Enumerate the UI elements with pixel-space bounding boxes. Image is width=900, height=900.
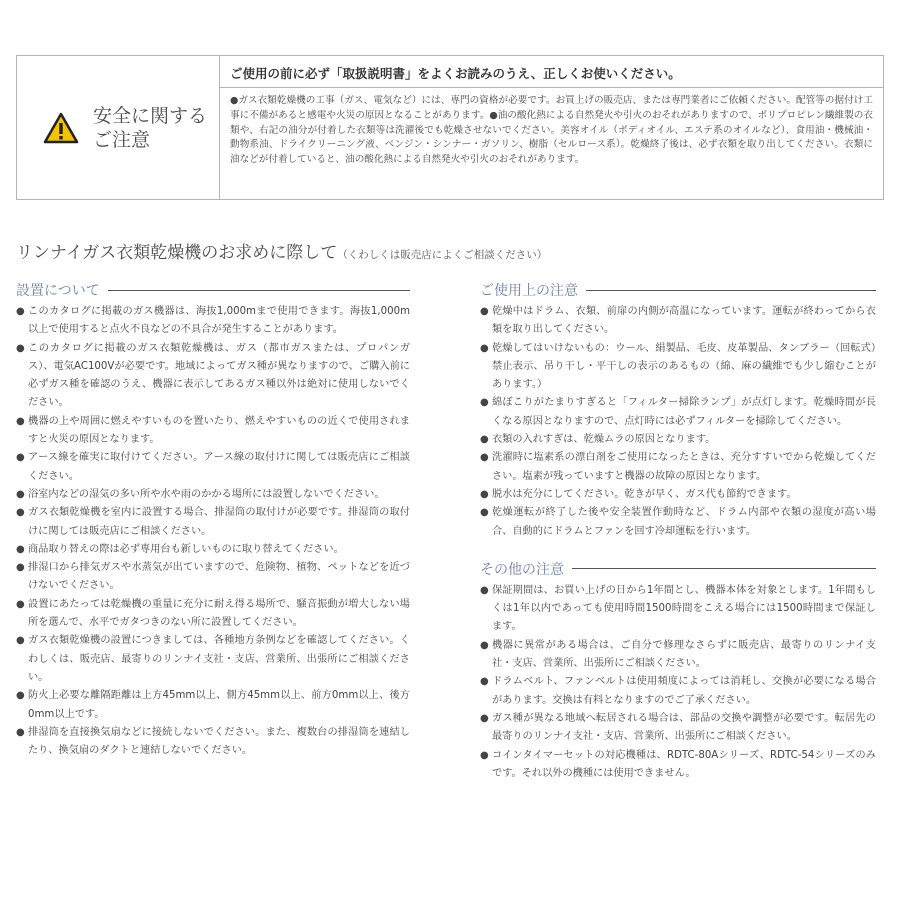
list-item (480, 449, 876, 486)
bullet-icon: ● (16, 690, 25, 702)
bullet-icon: ● (480, 306, 489, 317)
installation-heading (16, 279, 410, 301)
list-item-text: 保証期間は、お買い上げの日から1年間とし、機器本体を対象とします。1年間もしくは1年以内であっても使用時間1500時間をこえる場合には1500時間まで保証します。 (492, 584, 876, 633)
list-item (16, 504, 410, 541)
list-item (16, 724, 410, 761)
bullet-icon: ● (480, 488, 489, 500)
list-item (16, 541, 410, 559)
bullet-icon: ● (480, 507, 489, 519)
bullet-icon: ● (16, 562, 25, 574)
list-item (16, 340, 410, 413)
list-item-text: 防火上必要な離隔距離は上方45mm以上、側方45mm以上、前方0mm以上、後方0mm以上です。 (28, 690, 410, 720)
other-heading-text: その他の注意 (480, 561, 564, 578)
list-item (480, 340, 876, 395)
list-item-text: ガス種が異なる地域へ転居される場合は、部品の交換や調整が必要です。転居先の最寄りのリンナイ支社・支店、営業所、出張所にご相談ください。 (492, 712, 876, 743)
list-item (480, 394, 876, 431)
heading-rule (108, 290, 410, 291)
safety-label-line2: ご注意 (93, 128, 151, 151)
usage-heading (480, 279, 876, 301)
bullet-icon: ● (16, 507, 25, 519)
list-item-text: 乾燥中はドラム、衣類、前扉の内側が高温になっています。運転が終わってから衣類を取り出してください。 (492, 306, 876, 336)
page-title-main: リンナイガス衣類乾燥機のお求めに際して (16, 243, 338, 263)
list-item-text: ガス衣類乾燥機の設置につきましては、各種地方条例などを確認してください。くわしくは、販売店、最寄りのリンナイ支社・支店、営業所、出張所にご相談ください。 (28, 635, 410, 683)
list-item-text: 綿ぼこりがたまりすぎると「フィルター掃除ランプ」が点灯します。乾燥時間が長くなる原因となりますので、点灯時には必ずフィルターを掃除してください。 (492, 397, 876, 427)
list-item-text: 排湿口から排気ガスや水蒸気が出ていますので、危険物、植物、ペットなどを近づけないでください。 (28, 562, 410, 592)
bullet-icon: ● (480, 434, 489, 446)
safety-label-cell (17, 56, 220, 199)
list-item (480, 747, 876, 784)
list-item-text: 商品取り替えの際は必ず専用台も新しいものに取り替えてください。 (28, 543, 344, 555)
safety-body-text: ●ガス衣類乾燥機の工事（ガス、電気など）には、専門の資格が必要です。お買上げの販売店、または専門業者にご依頼ください。配管等の据付け工事に不備があると感電や火災の原因となることがあります。●油の酸化熱による自然発火や引火のおそれがありますので、ポリプロピレン繊維製の衣類や、右記の油分が付着した衣類等は洗濯後でも乾燥させないでください。美容オイル（ボディオイル、エステ系のオイルなど）、食用油・機械油・動物系油、ドライクリーニング液、ベンジン・シンナー・ガソリン、樹脂（セルロース系）。乾燥終了後は、必ず衣類を取り出してください。衣類に油などが付着していると、油の酸化熱による自然発火や引火のおそれがあります。 (230, 95, 873, 166)
list-item-text: ドラムベルト、ファンベルトは使用頻度によっては消耗し、交換が必要になる場合があります。交換は有料となりますのでご了承ください。 (492, 676, 876, 706)
list-item-text: 脱水は充分にしてください。乾きが早く、ガス代も節約できます。 (492, 488, 797, 500)
bullet-icon: ● (480, 712, 489, 724)
other-list (480, 582, 876, 783)
list-item (16, 596, 410, 633)
warning-icon (43, 112, 79, 144)
bullet-icon: ● (480, 749, 489, 761)
list-item-text: 設置にあたっては乾燥機の重量に充分に耐え得る場所で、騒音振動が増大しない場所を選んで、水平でガタつきのない所に設置してください。 (28, 598, 410, 629)
bullet-icon: ● (480, 397, 489, 409)
list-item-text: 排湿筒を直接換気扇などに接続しないでください。また、複数台の排湿筒を連結したり、換気扇のダクトと連結しないでください。 (28, 726, 410, 757)
bullet-icon: ● (480, 452, 489, 464)
heading-rule (572, 568, 876, 569)
bullet-icon: ● (16, 488, 25, 500)
bullet-icon: ● (16, 415, 25, 427)
list-item (480, 637, 876, 674)
bullet-icon: ● (16, 452, 25, 464)
list-item (16, 559, 410, 596)
bullet-icon: ● (16, 635, 25, 647)
left-column (16, 279, 410, 760)
usage-list (480, 303, 876, 541)
page-title (16, 238, 884, 263)
bullet-icon: ● (16, 543, 25, 555)
bullet-icon: ● (16, 726, 25, 738)
safety-heading: ご使用の前に必ず「取扱説明書」をよくお読みのうえ、正しくお使いください。 (220, 56, 883, 88)
safety-label-line1: 安全に関する (93, 104, 208, 127)
list-item (480, 582, 876, 637)
list-item-text: 機器の上や周囲に燃えやすいものを置いたり、燃えやすいものの近くで使用されますと火災の原因となります。 (28, 415, 410, 446)
bullet-icon: ● (16, 306, 25, 317)
list-item (480, 710, 876, 747)
list-item-text: 洗濯時に塩素系の漂白剤をご使用になったときは、充分すすいでから乾燥してください。塩素が残っていますと機器の故障の原因となります。 (492, 452, 876, 482)
list-item-text: 浴室内などの湿気の多い所や水や雨のかかる場所には設置しないでください。 (28, 488, 385, 500)
list-item-text: 乾燥運転が終了した後や安全装置作動時など、ドラム内部や衣類の湿度が高い場合、自動的にドラムとファンを回す冷却運転を行います。 (492, 507, 876, 537)
bullet-icon: ● (480, 676, 489, 688)
list-item (16, 486, 410, 504)
list-item (480, 504, 876, 541)
list-item-text: 乾燥してはいけないもの：ウール、絹製品、毛皮、皮革製品、タンブラー（回転式）禁止表示、吊り干し・平干しの表示のあるもの（綿、麻の繊維でも少し縮むことがあります。） (492, 342, 876, 391)
list-item-text: アース線を確実に取付けてください。アース線の取付けに関しては販売店にご相談ください。 (28, 452, 410, 482)
safety-label (93, 104, 207, 152)
list-item (16, 687, 410, 724)
list-item-text: 機器に異常がある場合は、ご自分で修理なさらずに販売店、最寄りのリンナイ支社・支店、営業所、出張所にご相談ください。 (492, 639, 876, 670)
list-item (16, 449, 410, 486)
list-item-text: 衣類の入れすぎは、乾燥ムラの原因となります。 (492, 434, 716, 446)
list-item-text: このカタログに掲載のガス衣類乾燥機は、ガス（都市ガスまたは、プロパンガス）、電気AC100Vが必要です。地域によってガス種が異なりますので、ご購入前に必ずガス種を確認のうえ、機器に表示してあるガス種以外は絶対に使用しないでください。 (28, 342, 410, 409)
usage-heading-text: ご使用上の注意 (480, 283, 578, 299)
right-column (480, 279, 876, 783)
safety-content-cell (220, 56, 883, 199)
bullet-icon: ● (480, 342, 489, 354)
list-item (480, 431, 876, 449)
list-item-text: このカタログに掲載のガス機器は、海抜1,000mまで使用できます。海抜1,000m以上で使用すると点火不良などの不具合が発生することがあります。 (28, 306, 410, 336)
bullet-icon: ● (16, 342, 25, 354)
list-item-text: コインタイマーセットの対応機種は、RDTC-80Aシリーズ、RDTC-54シリーズのみです。それ以外の機種には使用できません。 (492, 749, 876, 779)
list-item (480, 673, 876, 710)
list-item (480, 303, 876, 340)
list-item (16, 303, 410, 340)
list-item (16, 413, 410, 450)
safety-notice-box (16, 55, 884, 200)
installation-heading-text: 設置について (16, 283, 100, 299)
list-item (16, 632, 410, 687)
other-heading (480, 558, 876, 580)
bullet-icon: ● (480, 639, 489, 651)
bullet-icon: ● (480, 584, 489, 596)
page-title-sub: （くわしくは販売店によくご相談ください） (337, 249, 548, 261)
heading-rule (586, 290, 876, 291)
list-item (480, 486, 876, 504)
bullet-icon: ● (16, 598, 25, 610)
installation-list (16, 303, 410, 760)
list-item-text: ガス衣類乾燥機を室内に設置する場合、排湿筒の取付けが必要です。排湿筒の取付けに関しては販売店にご相談ください。 (28, 507, 410, 537)
